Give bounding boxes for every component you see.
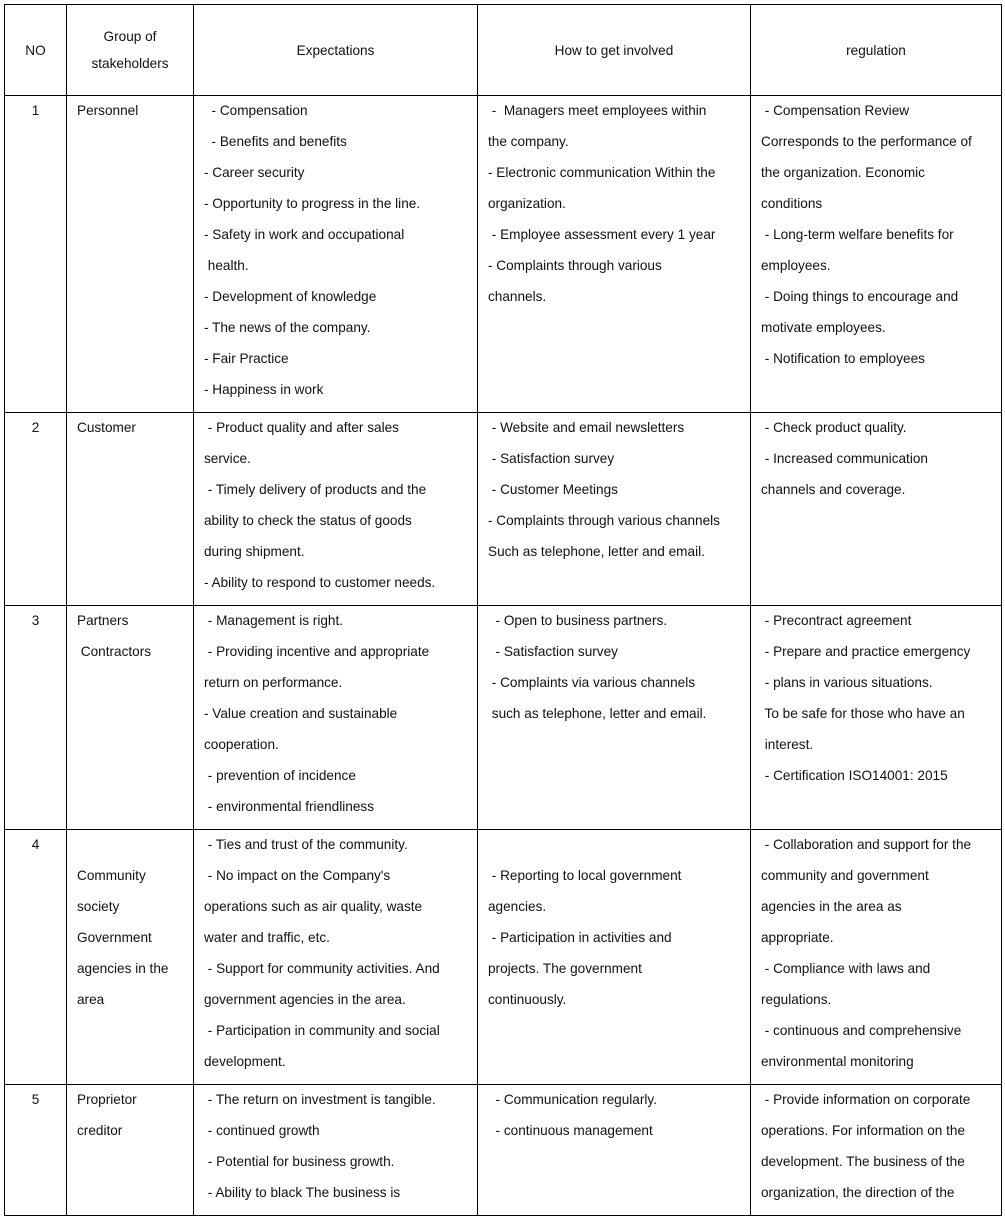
involvement-line: - Website and email newsletters (488, 420, 685, 435)
expectation-line: - Management is right. (204, 613, 344, 628)
involvement-line: - Satisfaction survey (488, 451, 615, 466)
expectation-line: - Happiness in work (204, 382, 324, 397)
expectation-line: government agencies in the area. (204, 992, 406, 1007)
expectations-cell (194, 1085, 478, 1216)
stakeholder-group-line: Government (77, 930, 152, 945)
regulation-line: development. The business of the (761, 1154, 965, 1169)
expectation-line: - Value creation and sustainable (204, 706, 398, 721)
involvement-line: - Open to business partners. (488, 613, 668, 628)
involvement-line: - continuous management (488, 1123, 653, 1138)
expectation-line: ability to check the status of goods (204, 513, 412, 528)
regulation-cell (751, 830, 1002, 1085)
expectation-line: - Ties and trust of the community. (204, 837, 408, 852)
stakeholder-group-line: society (77, 899, 120, 914)
expectation-line: - Participation in community and social (204, 1023, 440, 1038)
table-row (5, 413, 1002, 606)
row-number (5, 1085, 67, 1216)
involvement-line: such as telephone, letter and email. (488, 706, 707, 721)
regulation-line: community and government (761, 868, 929, 883)
table-row (5, 606, 1002, 830)
expectation-line: - Timely delivery of products and the (204, 482, 427, 497)
header-expectations: Expectations (194, 5, 478, 96)
stakeholder-group-line: Community (77, 868, 146, 883)
regulation-line: Corresponds to the performance of (761, 134, 972, 149)
involvement-line: - Reporting to local government (488, 868, 682, 883)
involvement-line: channels. (488, 289, 547, 304)
expectations-cell (194, 413, 478, 606)
regulation-line: agencies in the area as (761, 899, 902, 914)
involvement-line: - Complaints through various (488, 258, 662, 273)
regulation-line: the organization. Economic (761, 165, 925, 180)
stakeholder-group-cell (67, 96, 194, 413)
stakeholder-table (4, 4, 1002, 1216)
regulation-line: environmental monitoring (761, 1054, 914, 1069)
expectation-line: - Providing incentive and appropriate (204, 644, 430, 659)
regulation-line: - Prepare and practice emergency (761, 644, 971, 659)
involvement-line: projects. The government (488, 961, 642, 976)
row-number (5, 96, 67, 413)
regulation-line: employees. (761, 258, 831, 273)
involvement-line: - Participation in activities and (488, 930, 672, 945)
stakeholder-group-line: creditor (77, 1123, 123, 1138)
regulation-cell (751, 1085, 1002, 1216)
involvement-line: - Customer Meetings (488, 482, 618, 497)
expectation-line: - Product quality and after sales (204, 420, 399, 435)
stakeholder-group-cell (67, 606, 194, 830)
stakeholder-group-cell (67, 413, 194, 606)
expectation-line: - Benefits and benefits (204, 134, 347, 149)
expectation-line: service. (204, 451, 251, 466)
expectation-line: - The news of the company. (204, 320, 371, 335)
expectation-line: - Development of knowledge (204, 289, 377, 304)
involvement-line: - Managers meet employees within (488, 103, 707, 118)
stakeholder-group-line: Personnel (77, 103, 139, 118)
regulation-cell (751, 606, 1002, 830)
involvement-line: - Complaints via various channels (488, 675, 696, 690)
regulation-line: regulations. (761, 992, 832, 1007)
expectation-line: during shipment. (204, 544, 305, 559)
involvement-cell (478, 413, 751, 606)
table-row (5, 1085, 1002, 1216)
involvement-line: organization. (488, 196, 566, 211)
expectation-line: - Potential for business growth. (204, 1154, 395, 1169)
row-number-text: 3 (31, 613, 40, 628)
expectation-line: cooperation. (204, 737, 279, 752)
row-number-text: 2 (31, 420, 40, 435)
stakeholder-group-line: area (77, 992, 105, 1007)
expectation-line: - The return on investment is tangible. (204, 1092, 436, 1107)
expectations-cell (194, 606, 478, 830)
regulation-line: - Precontract agreement (761, 613, 912, 628)
header-group: Group of stakeholders (67, 5, 194, 96)
regulation-line: - Notification to employees (761, 351, 925, 366)
row-number (5, 413, 67, 606)
stakeholder-group-line: Partners (77, 613, 129, 628)
expectations-cell (194, 830, 478, 1085)
expectation-line: operations such as air quality, waste (204, 899, 423, 914)
regulation-line: operations. For information on the (761, 1123, 966, 1138)
expectation-line: - Career security (204, 165, 305, 180)
involvement-cell (478, 1085, 751, 1216)
expectation-line: - environmental friendliness (204, 799, 375, 814)
regulation-line: - plans in various situations. (761, 675, 933, 690)
row-number-text: 4 (31, 837, 40, 852)
row-number-text: 1 (31, 103, 40, 118)
involvement-line: continuously. (488, 992, 567, 1007)
involvement-line: - Communication regularly. (488, 1092, 657, 1107)
regulation-line: To be safe for those who have an (761, 706, 965, 721)
expectation-line: - Ability to respond to customer needs. (204, 575, 436, 590)
row-number (5, 830, 67, 1085)
expectation-line: - No impact on the Company's (204, 868, 391, 883)
involvement-line: - Electronic communication Within the (488, 165, 716, 180)
involvement-line: - Satisfaction survey (488, 644, 618, 659)
regulation-line: conditions (761, 196, 823, 211)
regulation-line: - Provide information on corporate (761, 1092, 971, 1107)
expectation-line: - Ability to black The business is (204, 1185, 401, 1200)
involvement-cell (478, 96, 751, 413)
regulation-line: - Long-term welfare benefits for (761, 227, 954, 242)
row-number-text: 5 (31, 1092, 40, 1107)
regulation-line: interest. (761, 737, 814, 752)
involvement-line: - Employee assessment every 1 year (488, 227, 716, 242)
regulation-line: appropriate. (761, 930, 834, 945)
expectation-line: health. (204, 258, 249, 273)
stakeholder-group-line: Customer (77, 420, 136, 435)
stakeholder-group-line: Contractors (77, 644, 152, 659)
table-row (5, 830, 1002, 1085)
header-no: NO (5, 5, 67, 96)
expectations-cell (194, 96, 478, 413)
expectation-line: - Compensation (204, 103, 308, 118)
regulation-cell (751, 413, 1002, 606)
regulation-line: - continuous and comprehensive (761, 1023, 962, 1038)
expectation-line: return on performance. (204, 675, 343, 690)
stakeholder-group-line: agencies in the (77, 961, 169, 976)
regulation-line: - Check product quality. (761, 420, 907, 435)
regulation-line: - Certification ISO14001: 2015 (761, 768, 948, 783)
regulation-line: channels and coverage. (761, 482, 906, 497)
involvement-line: - Complaints through various channels (488, 513, 720, 528)
involvement-cell (478, 606, 751, 830)
involvement-line: Such as telephone, letter and email. (488, 544, 705, 559)
regulation-line: - Compensation Review (761, 103, 910, 118)
expectation-line: - Fair Practice (204, 351, 289, 366)
stakeholder-group-cell (67, 830, 194, 1085)
expectation-line: water and traffic, etc. (204, 930, 330, 945)
expectation-line: - Safety in work and occupational (204, 227, 405, 242)
header-row (5, 5, 1002, 96)
stakeholder-group-line: Proprietor (77, 1092, 137, 1107)
stakeholder-group-cell (67, 1085, 194, 1216)
regulation-cell (751, 96, 1002, 413)
regulation-line: - Doing things to encourage and (761, 289, 959, 304)
regulation-line: - Increased communication (761, 451, 928, 466)
involvement-line: agencies. (488, 899, 547, 914)
table-row (5, 96, 1002, 413)
involvement-line: the company. (488, 134, 569, 149)
expectation-line: - prevention of incidence (204, 768, 356, 783)
header-regulation: regulation (751, 5, 1002, 96)
regulation-line: - Compliance with laws and (761, 961, 931, 976)
regulation-line: - Collaboration and support for the (761, 837, 972, 852)
expectation-line: - Opportunity to progress in the line. (204, 196, 421, 211)
involvement-cell (478, 830, 751, 1085)
expectation-line: - continued growth (204, 1123, 320, 1138)
regulation-line: organization, the direction of the (761, 1185, 955, 1200)
row-number (5, 606, 67, 830)
expectation-line: development. (204, 1054, 286, 1069)
expectation-line: - Support for community activities. And (204, 961, 440, 976)
regulation-line: motivate employees. (761, 320, 886, 335)
header-involvement: How to get involved (478, 5, 751, 96)
